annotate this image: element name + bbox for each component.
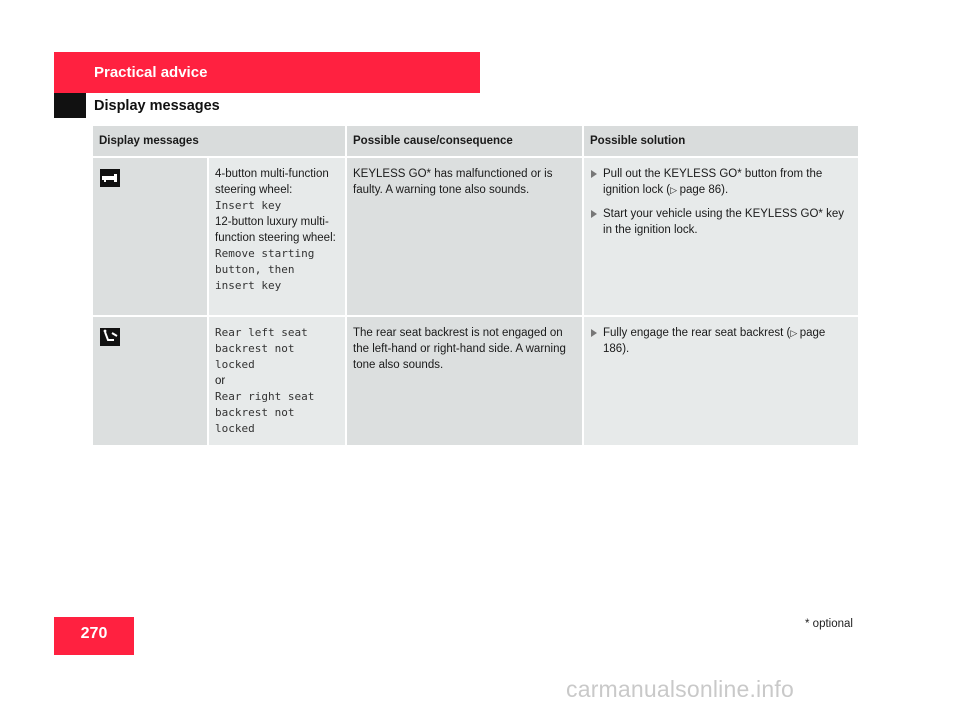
- watermark: carmanualsonline.info: [566, 676, 794, 702]
- cause-cell: KEYLESS GO* has malfunctioned or is faulty. A warning tone also sounds.: [346, 157, 583, 316]
- bullet-arrow-icon: [591, 170, 597, 178]
- section-title: Practical advice: [94, 64, 208, 81]
- page-number: 270: [80, 625, 108, 642]
- table-row: [93, 316, 859, 445]
- bullet-arrow-icon: [591, 329, 597, 337]
- solution-cell: [583, 316, 859, 445]
- solution-text: Start your vehicle using the KEYLESS GO* key in the ignition lock.: [603, 208, 844, 236]
- bullet-arrow-icon: [591, 210, 597, 218]
- display-text: Rear right seat backrest not locked: [215, 390, 315, 435]
- icon-cell: [93, 316, 208, 445]
- section-tab-marker: [54, 93, 86, 118]
- solution-step: [590, 166, 852, 198]
- condition-cell: [208, 316, 346, 445]
- footnote: * optional: [805, 618, 853, 630]
- condition-line: or: [215, 375, 226, 387]
- solution-step: [590, 325, 852, 357]
- page-reference-link[interactable]: page 86: [679, 184, 722, 196]
- condition-line: 4-button multi-function steering wheel:: [215, 168, 329, 196]
- seat-backrest-icon: [99, 327, 121, 347]
- display-messages-table: [93, 126, 860, 445]
- solution-suffix: ).: [622, 343, 630, 355]
- column-header-display-messages: Display messages: [93, 126, 346, 157]
- table-header-row: [93, 126, 859, 157]
- section-header-bar: [54, 52, 480, 93]
- table-row: [93, 157, 859, 316]
- solution-text: Pull out the KEYLESS GO* button from the ignition lock (: [603, 168, 823, 196]
- page-reference-link[interactable]: page 186: [603, 327, 826, 355]
- subsection-title: Display messages: [94, 98, 220, 114]
- icon-cell: [93, 157, 208, 316]
- condition-cell: [208, 157, 346, 316]
- solution-text: Fully engage the rear seat backrest (: [603, 327, 791, 339]
- condition-line: 12-button luxury multi-function steering wheel:: [215, 216, 336, 244]
- display-text: Remove starting button, then insert key: [215, 247, 315, 292]
- display-text: Rear left seat backrest not locked: [215, 326, 308, 371]
- cause-cell: The rear seat backrest is not engaged on the left-hand or right-hand side. A warning tone also sounds.: [346, 316, 583, 445]
- column-header-cause: Possible cause/consequence: [346, 126, 583, 157]
- solution-cell: [583, 157, 859, 316]
- key-warning-icon: [99, 168, 121, 188]
- column-header-solution: Possible solution: [583, 126, 859, 157]
- display-text: Insert key: [215, 199, 282, 212]
- page-number-box: [54, 617, 134, 655]
- page-ref-arrow-icon: ▷: [670, 185, 680, 195]
- page-ref-arrow-icon: ▷: [790, 328, 800, 338]
- solution-step: [590, 206, 852, 238]
- solution-suffix: ).: [721, 184, 729, 196]
